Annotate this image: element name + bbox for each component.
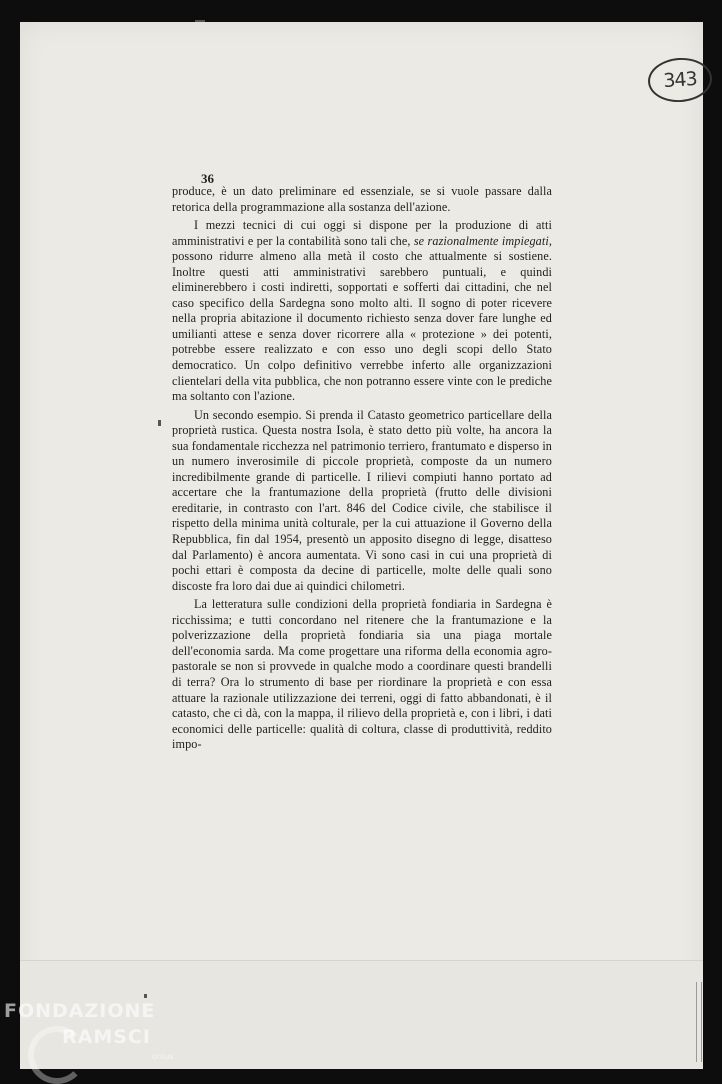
body-text xyxy=(172,184,552,753)
logo-suffix: onlus xyxy=(152,1052,174,1061)
archive-number-stamp: 343 xyxy=(647,56,714,104)
scan-mark xyxy=(195,20,205,22)
logo-line-1: FONDAZIONE xyxy=(4,1000,156,1022)
page-edge-strip xyxy=(696,982,702,1062)
foundation-logo xyxy=(4,1000,174,1061)
paragraph: Un secondo esempio. Si prenda il Catasto geometrico particellare della proprietà rustica. Questa nostra Isola, è stato detto più volte, ha ancora la sua fondamentale ricchezza nel patrimonio terriero, frantumato e disperso in un numero inverosimile di piccole proprietà, composte da un numero incredibilmente grande di particelle. I rilievi compiuti hanno portato ad accertare che la frantumazione della proprietà (frutto delle divisioni ereditarie, in contrasto con l'art. 846 del Codice civile, che stabilisce il rispetto della minima unità colturale, per la cui attuazione il Governo della Repubblica, fin dal 1954, presentò un apposito disegno di legge, disatteso dal Parlamento) è ancora aumentata. Vi sono casi in cui una proprietà di pochi ettari è composta da decine di particelle, molte delle quali sono discoste fra loro dai due ai quindici chilometri. xyxy=(172,407,552,593)
page-number: 36 xyxy=(201,171,214,186)
scan-mark xyxy=(158,420,161,426)
paragraph: La letteratura sulle condizioni della proprietà fondiaria in Sardegna è ricchissima; e tutti concordano nel ritenere che la frantumazione e la polverizzazione della proprietà fondiaria sia una piaga mortale dell'economia sarda. Ma come progettare una riforma della economia agro-pastorale se non si provvede in qualche modo a coordinare questi brandelli di terra? Ora lo strumento di base per riordinare la proprietà e con essa attuare la razionale utilizzazione dei terreni, oggi di fatto abbandonati, è il catasto, che ci dà, con la mappa, il rilievo della proprietà e, con i libri, i dati economici delle particelle: qualità di coltura, classe di produttività, reddito impo- xyxy=(172,597,552,752)
scan-mark xyxy=(144,994,147,998)
logo-line-2: RAMSCI xyxy=(62,1026,151,1048)
paragraph: I mezzi tecnici di cui oggi si dispone per la produzione di atti amministrativi e per la contabilità sono tali che, se razionalmente impiegati, possono ridurre almeno alla metà il costo che attualmente si sostiene. Inoltre questi atti amministrativi sarebbero puntuali, e quindi eliminerebbero i costi indiretti, sopportati e sofferti dai cittadini, che nel caso specifico della Sardegna sono molto alti. Il sogno di poter ricevere nella propria abitazione il documento richiesto senza dover fare lunghe ed umilianti attese e senza dover ricorrere alla « protezione » dei potenti, potrebbe essere realizzato e con esso uno degli scopi dello Stato democratico. Un colpo definitivo verrebbe inferto alle organizzazioni clientelari della vita pubblica, che non potranno essere vinte con le prediche ma soltanto con l'azione. xyxy=(172,218,552,404)
paragraph: produce, è un dato preliminare ed essenziale, se si vuole passare dalla retorica della programmazione alla sostanza dell'azione. xyxy=(172,184,552,214)
